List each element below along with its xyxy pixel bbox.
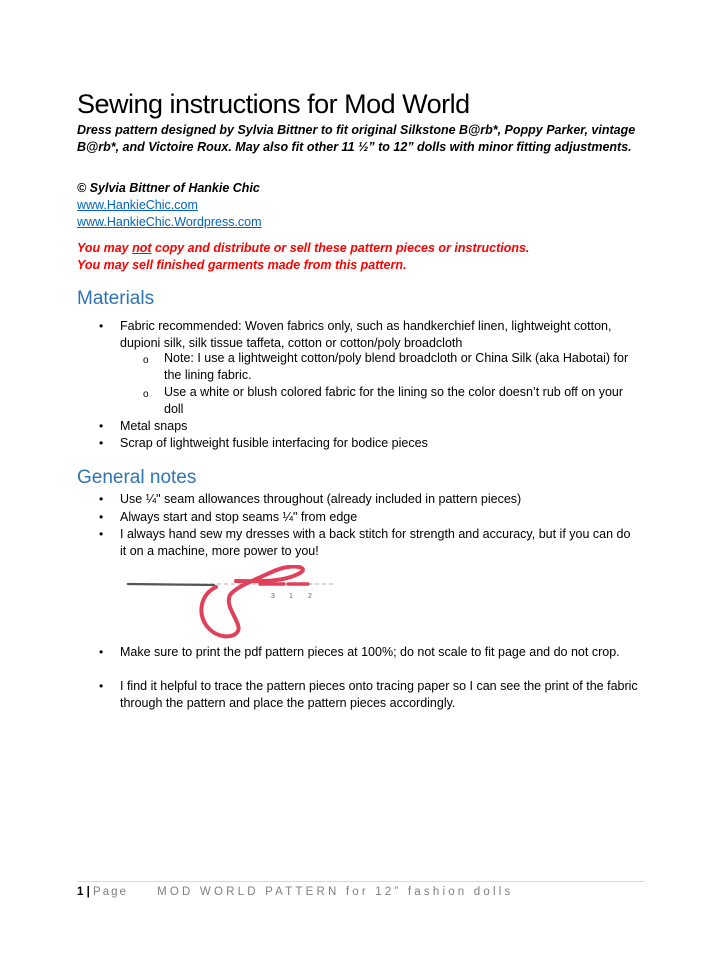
warning-after: copy and distribute or sell these pattern pieces or instructions. — [151, 241, 530, 255]
bullet-icon: • — [99, 679, 104, 693]
copyright-line: © Sylvia Bittner of Hankie Chic — [77, 181, 260, 195]
bullet-icon: • — [99, 645, 104, 659]
warning-before: You may — [77, 241, 133, 255]
page-footer — [77, 885, 513, 900]
sub-item-lining-note: Note: I use a lightweight cotton/poly blend broadcloth or China Silk (aka Habotai) for the lining fabric. — [164, 351, 629, 382]
list-item-print-scale: Make sure to print the pdf pattern pieces at 100%; do not scale to fit page and do not crop. — [120, 645, 620, 659]
resale-note: You may sell finished garments made from this pattern. — [77, 258, 407, 272]
stitch-label-3: 3 — [271, 593, 275, 600]
page-number: 1 — [77, 886, 84, 898]
page-title: Sewing instructions for Mod World — [77, 89, 470, 119]
list-item-tracing: I find it helpful to trace the pattern pieces onto tracing paper so I can see the print of the fabric through the pattern and place the pattern pieces accordingly. — [120, 679, 638, 710]
list-item-snaps: Metal snaps — [120, 419, 188, 433]
bullet-icon: • — [99, 510, 104, 524]
website-link[interactable]: www.HankieChic.com — [77, 198, 198, 212]
footer-title: MOD WORLD PATTERN for 12” fashion dolls — [157, 886, 514, 898]
copyright-warning — [77, 240, 529, 257]
sub-bullet-icon: o — [143, 355, 149, 366]
needle-icon — [128, 584, 214, 585]
bullet-icon: • — [99, 436, 104, 450]
bullet-icon: • — [99, 419, 104, 433]
footer-divider — [77, 881, 645, 882]
materials-heading: Materials — [77, 288, 155, 309]
sub-bullet-icon: o — [143, 389, 149, 400]
bullet-icon: • — [99, 492, 104, 506]
blog-link[interactable]: www.HankieChic.Wordpress.com — [77, 215, 262, 229]
stitch-label-1: 1 — [289, 593, 293, 600]
general-notes-heading: General notes — [77, 467, 197, 488]
list-item-seam-allowance: Use ¼" seam allowances throughout (already included in pattern pieces) — [120, 492, 522, 506]
bullet-icon: • — [99, 527, 104, 541]
bullet-icon: • — [99, 319, 104, 333]
thread-icon — [201, 567, 302, 637]
back-stitch-illustration — [124, 565, 344, 645]
list-item-start-stop: Always start and stop seams ¼" from edge — [120, 510, 358, 524]
page-word: Page — [93, 886, 128, 898]
list-item-fabric: Fabric recommended: Woven fabrics only, such as handkerchief linen, lightweight cotton, dupioni silk, silk tissue taffeta, cotton or cotton/poly broadcloth — [120, 319, 612, 350]
list-item-hand-sew: I always hand sew my dresses with a back stitch for strength and accuracy, but if you can do it on a machine, more power to you! — [120, 527, 631, 558]
sub-item-lining-color: Use a white or blush colored fabric for the lining so the color doesn’t rub off on your doll — [164, 385, 624, 416]
list-item-interfacing: Scrap of lightweight fusible interfacing for bodice pieces — [120, 436, 428, 450]
footer-separator: | — [86, 886, 90, 898]
stitch-label-2: 2 — [308, 593, 312, 600]
subtitle: Dress pattern designed by Sylvia Bittner to fit original Silkstone B@rb*, Poppy Parker, vintage B@rb*, and Victoire Roux. May also fit other 11 ½” to 12” dolls with minor fitting adjustments. — [77, 123, 636, 154]
warning-emphasis: not — [132, 241, 152, 255]
